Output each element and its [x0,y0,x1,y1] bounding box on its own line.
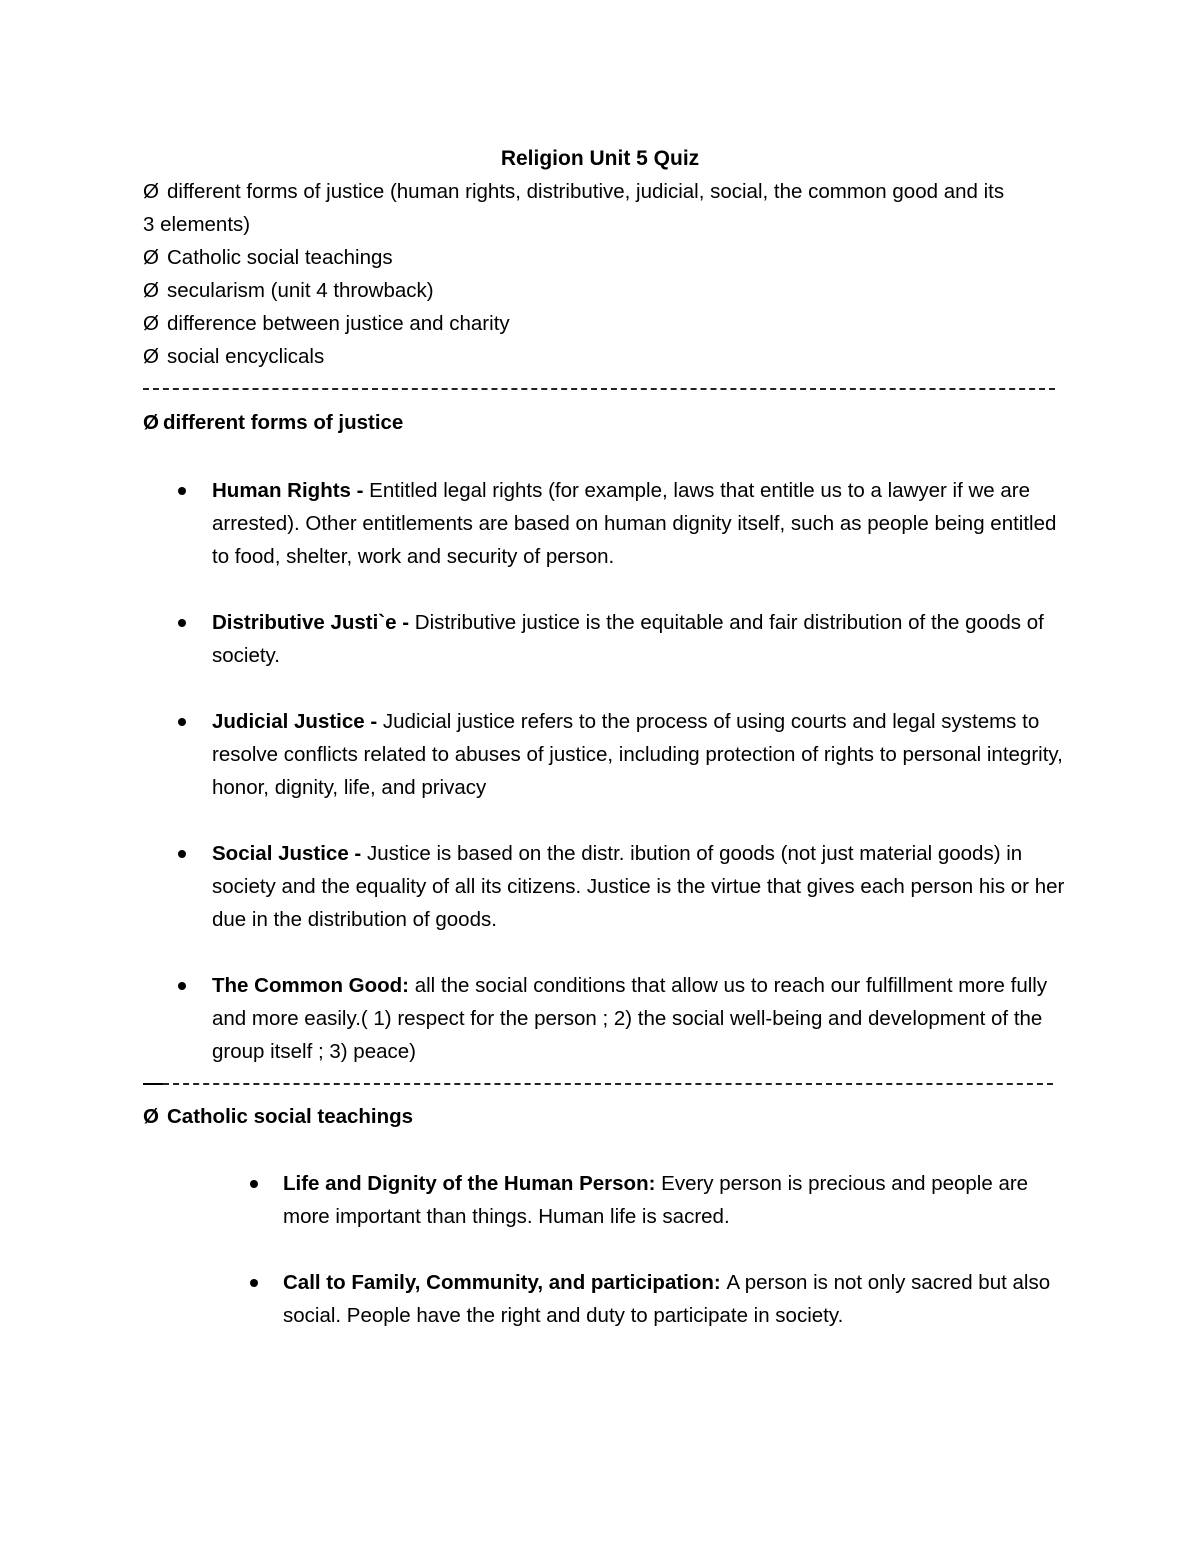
term-label: Social Justice - [212,842,367,865]
term-definition: Distributive justice is the equitable and fair distribution of the goods of society. [212,611,1044,667]
bullet-icon [178,982,186,990]
section-heading [143,411,403,435]
list-item [212,474,1072,573]
section-heading-text: different forms of justice [163,411,404,434]
overview-item [143,312,510,336]
bullet-icon [250,1180,258,1188]
list-item [212,969,1072,1068]
overview-text: social encyclicals [167,345,325,368]
section-heading [143,1105,413,1129]
bullet-icon [250,1279,258,1287]
term-label: Human Rights - [212,479,370,502]
overview-text: difference between justice and charity [167,312,510,335]
bullet-icon [178,718,186,726]
term-label: Judicial Justice - [212,710,383,733]
term-label: The Common Good: [212,974,415,997]
overview-item [143,180,1004,204]
term-label: Distributive Justi`e - [212,611,415,634]
term-definition: all the social conditions that allow us to reach our fulfillment more fully and more easily.( 1) respect for the person ; 2) the social well-being and development of the group itself ; 3) peace) [212,974,1048,1063]
term-definition: Every person is precious and people are more important than things. Human life is sacred. [283,1172,1029,1228]
marker-icon: Ø [143,312,159,335]
overview-item [143,345,324,369]
overview-item-continuation [143,213,250,237]
bullet-icon [178,850,186,858]
section-divider [163,1083,1053,1085]
bullet-icon [178,487,186,495]
list-item [212,606,1072,672]
term-definition: Justice is based on the distr. ibution of goods (not just material goods) in society and the equality of all its citizens. Justice is the virtue that gives each person his or her due in the distribution of goods. [212,842,1065,931]
page-title: Religion Unit 5 Quiz [500,147,700,170]
section-divider [143,388,1055,390]
section-heading-text: Catholic social teachings [167,1105,414,1128]
overview-item [143,246,393,270]
term-definition: Entitled legal rights (for example, laws that entitle us to a lawyer if we are arrested). Other entitlements are based on human dignity itself, such as people being entitled to food, shelter, work and security of person. [212,479,1057,568]
marker-icon: Ø [143,1105,159,1128]
marker-icon: Ø [143,279,159,302]
list-item [212,837,1072,936]
term-label: Life and Dignity of the Human Person: [283,1172,662,1195]
overview-text: Catholic social teachings [167,246,393,269]
marker-icon: Ø [143,411,159,434]
overview-text: different forms of justice (human rights, distributive, judicial, social, the common good and its [167,180,1005,203]
term-label: Call to Family, Community, and participation: [283,1271,727,1294]
divider-lead [143,1083,163,1085]
overview-item [143,279,434,303]
overview-text: 3 elements) [143,213,251,236]
list-item [283,1266,1073,1332]
marker-icon: Ø [143,246,159,269]
marker-icon: Ø [143,180,159,203]
list-item [212,705,1072,804]
bullet-icon [178,619,186,627]
list-item [283,1167,1073,1233]
overview-text: secularism (unit 4 throwback) [167,279,434,302]
term-definition: A person is not only sacred but also social. People have the right and duty to participate in society. [283,1271,1051,1327]
marker-icon: Ø [143,345,159,368]
term-definition: Judicial justice refers to the process of using courts and legal systems to resolve conflicts related to abuses of justice, including protection of rights to personal integrity, honor, dignity, life, and privacy [212,710,1063,799]
